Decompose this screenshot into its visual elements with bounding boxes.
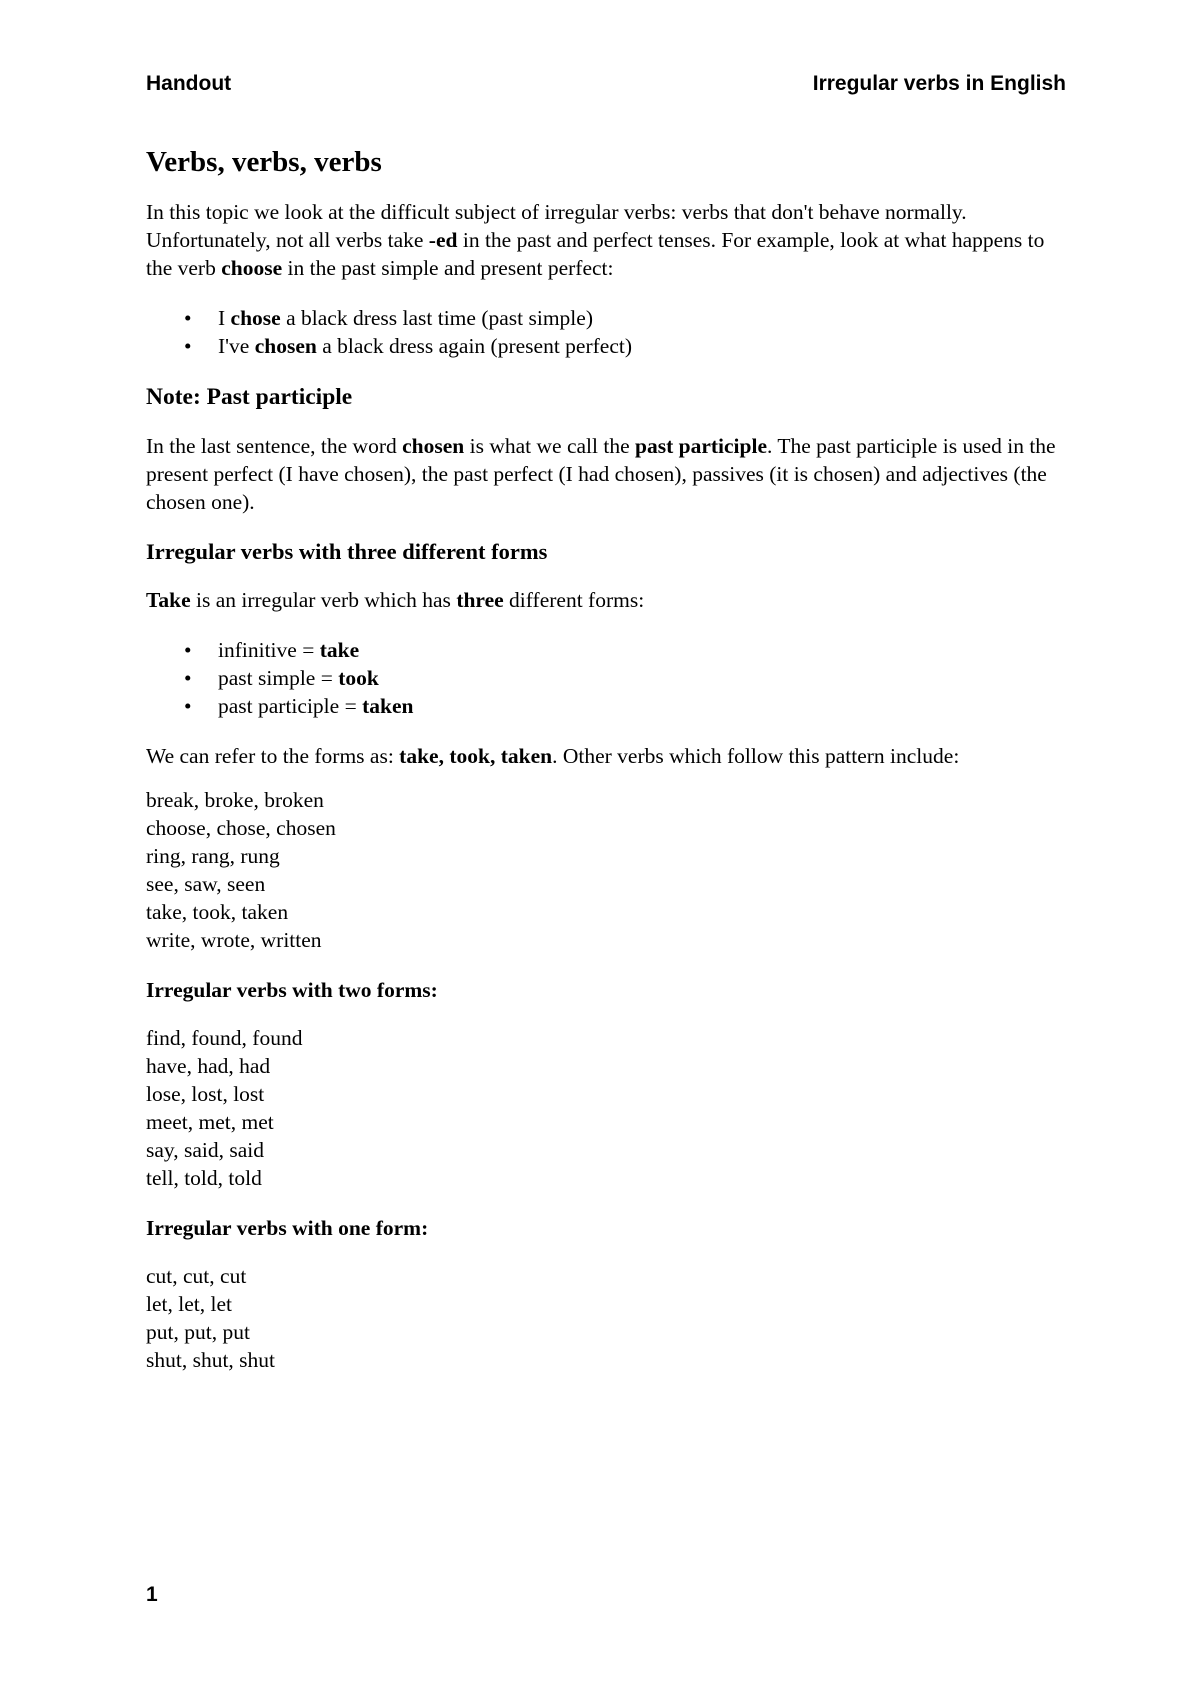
list-item: break, broke, broken [146,788,324,812]
three-forms-heading: Irregular verbs with three different forms [146,539,548,564]
list-item: ring, rang, rung [146,844,280,868]
list-item: meet, met, met [146,1110,274,1134]
list-item: tell, told, told [146,1166,262,1190]
three-forms-verb-list [146,786,1066,954]
list-item: choose, chose, chosen [146,816,336,840]
forms-list [146,636,1066,720]
refer-paragraph: We can refer to the forms as: take, took, taken. Other verbs which follow this pattern include: [146,744,960,768]
list-item: • past simple = took [146,664,1066,692]
example-list [146,304,1066,360]
list-item: see, saw, seen [146,872,266,896]
list-item: take, took, taken [146,900,289,924]
list-item: shut, shut, shut [146,1348,276,1372]
list-item: • I've chosen a black dress again (present perfect) [146,332,1066,360]
header-right: Irregular verbs in English [812,72,1066,95]
header-left: Handout [146,72,232,95]
document-body [146,144,1066,1396]
list-item: lose, lost, lost [146,1082,265,1106]
list-item: put, put, put [146,1320,250,1344]
three-forms-intro: Take is an irregular verb which has three different forms: [146,588,645,612]
one-form-verb-list [146,1262,1066,1374]
two-forms-verb-list [146,1024,1066,1192]
intro-paragraph: In this topic we look at the difficult subject of irregular verbs: verbs that don't behave normally. Unfortunately, not all verbs take -ed in the past and perfect tenses. For example, look at what happens to the verb choose in the past simple and present perfect: [146,200,1045,280]
note-paragraph: In the last sentence, the word chosen is what we call the past participle. The past participle is used in the present perfect (I have chosen), the past perfect (I had chosen), passives (it is chosen) and adjectives (the chosen one). [146,434,1056,514]
page-number: 1 [146,1583,158,1606]
list-item: • infinitive = take [146,636,1066,664]
list-item: have, had, had [146,1054,271,1078]
list-item: write, wrote, written [146,928,322,952]
two-forms-heading: Irregular verbs with two forms: [146,978,438,1002]
page-title: Verbs, verbs, verbs [146,146,382,178]
list-item: • I chose a black dress last time (past simple) [146,304,1066,332]
note-heading: Note: Past participle [146,384,353,410]
list-item: cut, cut, cut [146,1264,247,1288]
list-item: say, said, said [146,1138,265,1162]
one-form-heading: Irregular verbs with one form: [146,1216,429,1240]
list-item: find, found, found [146,1026,303,1050]
list-item: let, let, let [146,1292,232,1316]
list-item: • past participle = taken [146,692,1066,720]
